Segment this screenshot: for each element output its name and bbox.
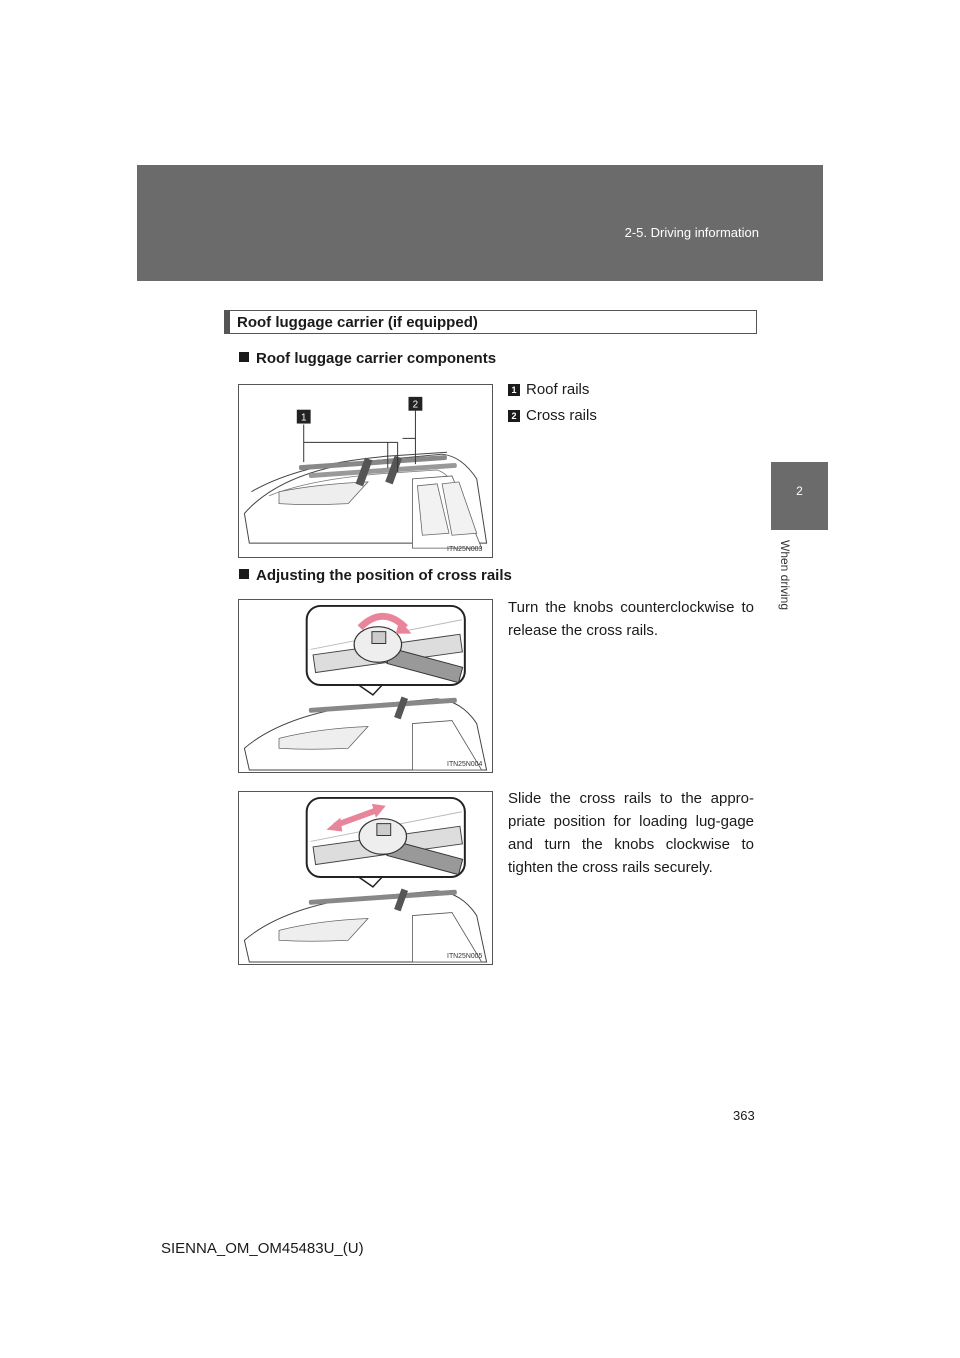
figure-release-knob bbox=[238, 599, 493, 773]
components-heading bbox=[239, 350, 496, 367]
adjusting-heading bbox=[239, 567, 512, 584]
legend-number-icon: 2 bbox=[508, 410, 520, 422]
callout-1: 1 bbox=[300, 412, 307, 424]
section-breadcrumb: 2-5. Driving information bbox=[624, 225, 759, 240]
figure-slide-rail bbox=[238, 791, 493, 965]
figure-roof-rails bbox=[238, 384, 493, 558]
tighten-instruction: Slide the cross rails to the appro-priate position for loading lug-gage and turn the knobs clockwise to tighten the cross rails securely. bbox=[508, 790, 754, 876]
car-roof-illustration bbox=[239, 385, 492, 557]
knob-release-illustration bbox=[239, 600, 492, 772]
figure-code: ITN25N005 bbox=[447, 953, 483, 961]
chapter-title: When driving bbox=[778, 540, 792, 611]
legend-label: Cross rails bbox=[526, 407, 597, 424]
section-title: Roof luggage carrier (if equipped) bbox=[237, 314, 478, 331]
chapter-number: 2 bbox=[796, 484, 803, 498]
section-title-bar bbox=[225, 311, 230, 333]
document-code: SIENNA_OM_OM45483U_(U) bbox=[161, 1240, 364, 1257]
components-heading-text: Roof luggage carrier components bbox=[256, 350, 497, 367]
square-bullet-icon bbox=[239, 352, 249, 362]
callout-2: 2 bbox=[412, 399, 419, 411]
legend-item-cross-rails bbox=[508, 407, 597, 424]
header-band bbox=[137, 165, 823, 281]
square-bullet-icon bbox=[239, 569, 249, 579]
figure-code: ITN25N003 bbox=[447, 546, 483, 554]
release-instruction: Turn the knobs counterclockwise to release the cross rails. bbox=[508, 599, 754, 639]
legend-number-icon: 1 bbox=[508, 384, 520, 396]
figure-code: ITN25N004 bbox=[447, 761, 483, 769]
legend-item-roof-rails bbox=[508, 381, 589, 398]
page-number: 363 bbox=[733, 1108, 755, 1123]
chapter-tab[interactable] bbox=[771, 462, 828, 530]
slide-rail-illustration bbox=[239, 792, 492, 964]
section-title-box bbox=[224, 310, 757, 334]
adjusting-heading-text: Adjusting the position of cross rails bbox=[256, 567, 512, 584]
legend-label: Roof rails bbox=[526, 381, 590, 398]
